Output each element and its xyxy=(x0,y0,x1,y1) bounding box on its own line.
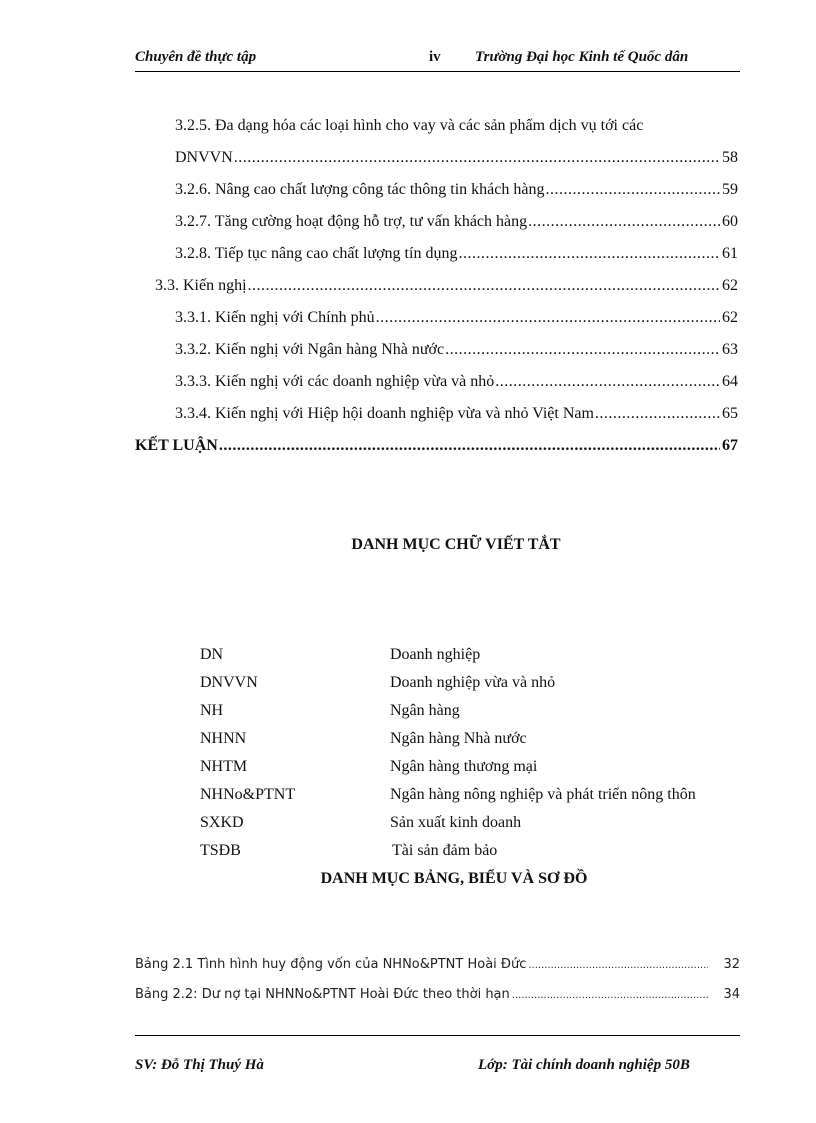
abbreviation-meaning: Ngân hàng xyxy=(390,702,460,719)
abbreviation-code: NH xyxy=(200,702,224,719)
toc-entry xyxy=(175,341,738,359)
abbreviation-code: DN xyxy=(200,646,224,663)
table-list-label: Bảng 2.1 Tình hình huy động vốn của NHNo&PTNT Hoài Đức xyxy=(135,957,527,972)
toc-entry-label: 3.3.1. Kiến nghị với Chính phủ xyxy=(175,309,375,326)
abbreviation-meaning: Tài sản đảm bảo xyxy=(392,842,498,859)
toc-page-number: 61 xyxy=(722,245,738,262)
toc-page-number: 62 xyxy=(722,309,738,326)
toc-entry-label: DNVVN xyxy=(175,149,233,166)
toc-entry-label: 3.3. Kiến nghị xyxy=(155,277,247,294)
toc-leader-dots xyxy=(545,181,720,199)
toc-entry-label: 3.2.8. Tiếp tục nâng cao chất lượng tín dụng xyxy=(175,245,458,262)
tables-title: DANH MỤC BẢNG, BIỂU VÀ SƠ ĐỒ xyxy=(320,870,588,887)
page-header xyxy=(135,47,740,72)
table-list-item xyxy=(135,987,740,1002)
abbreviation-code: SXKD xyxy=(200,814,244,831)
footer-rule xyxy=(135,1035,740,1036)
toc-entry xyxy=(155,277,738,295)
toc-page-number: 62 xyxy=(722,277,738,294)
toc-page-number: 64 xyxy=(722,373,738,390)
table-leader-dots xyxy=(512,990,708,1001)
header-right: Trường Đại học Kinh tế Quốc dân xyxy=(475,49,689,65)
footer-class: Lớp: Tài chính doanh nghiệp 50B xyxy=(478,1057,690,1073)
toc-entry-label: 3.2.5. Đa dạng hóa các loại hình cho vay và các sản phẩm dịch vụ tới các xyxy=(175,117,644,134)
toc-entry-label: 3.3.3. Kiến nghị với các doanh nghiệp vừa và nhỏ xyxy=(175,373,495,390)
abbreviation-code: NHNN xyxy=(200,730,247,747)
toc-entry-label: 3.2.7. Tăng cường hoạt động hỗ trợ, tư vấn khách hàng xyxy=(175,213,528,230)
abbreviation-code: DNVVN xyxy=(200,674,258,691)
footer-student: SV: Đỗ Thị Thuý Hà xyxy=(135,1057,264,1073)
toc-entry xyxy=(175,309,738,327)
toc-page-number: 58 xyxy=(722,149,738,166)
toc-entry xyxy=(175,405,738,423)
abbreviations-title: DANH MỤC CHỮ VIẾT TẮT xyxy=(351,536,561,553)
toc-leader-dots xyxy=(219,437,720,455)
abbreviation-code: NHTM xyxy=(200,758,248,775)
toc-entry xyxy=(175,149,738,167)
abbreviation-meaning: Ngân hàng nông nghiệp và phát triển nông thôn xyxy=(390,786,696,803)
toc-page-number: 63 xyxy=(722,341,738,358)
toc-leader-dots xyxy=(528,213,720,231)
table-list-item xyxy=(135,957,740,972)
abbreviation-meaning: Doanh nghiệp xyxy=(390,646,481,663)
toc-entry xyxy=(175,213,738,231)
toc-entry-label: 3.2.6. Nâng cao chất lượng công tác thông tin khách hàng xyxy=(175,181,545,198)
toc-entry xyxy=(175,117,643,135)
toc-entry-label: 3.3.2. Kiến nghị với Ngân hàng Nhà nước xyxy=(175,341,445,358)
abbreviation-meaning: Sản xuất kinh doanh xyxy=(390,814,522,831)
table-list-label: Bảng 2.2: Dư nợ tại NHNNo&PTNT Hoài Đức theo thời hạn xyxy=(135,987,510,1002)
toc-entry-label: KẾT LUẬN xyxy=(135,437,218,454)
abbreviation-code: TSĐB xyxy=(200,842,241,859)
toc-leader-dots xyxy=(376,309,720,327)
header-page-number: iv xyxy=(429,49,441,65)
toc-leader-dots xyxy=(595,405,720,423)
toc-leader-dots xyxy=(495,373,720,391)
toc-page-number: 67 xyxy=(722,437,738,454)
header-left: Chuyên đề thực tập xyxy=(135,49,257,65)
toc-page-number: 65 xyxy=(722,405,738,422)
table-page-number: 34 xyxy=(723,987,740,1002)
toc-leader-dots xyxy=(234,149,720,167)
toc-page-number: 60 xyxy=(722,213,738,230)
toc-leader-dots xyxy=(445,341,720,359)
abbreviation-code: NHNo&PTNT xyxy=(200,786,296,803)
toc-entry-conclusion xyxy=(135,437,738,455)
toc-entry-label: 3.3.4. Kiến nghị với Hiệp hội doanh nghiệp vừa và nhỏ Việt Nam xyxy=(175,405,594,422)
abbreviation-meaning: Doanh nghiệp vừa và nhỏ xyxy=(390,674,556,691)
table-leader-dots xyxy=(528,960,708,971)
abbreviation-meaning: Ngân hàng Nhà nước xyxy=(390,730,527,747)
table-page-number: 32 xyxy=(723,957,740,972)
toc-entry xyxy=(175,373,738,391)
toc-leader-dots xyxy=(458,245,720,263)
toc-leader-dots xyxy=(248,277,720,295)
toc-entry xyxy=(175,245,738,263)
toc-entry xyxy=(175,181,738,199)
toc-page-number: 59 xyxy=(722,181,738,198)
abbreviation-meaning: Ngân hàng thương mại xyxy=(390,758,538,775)
